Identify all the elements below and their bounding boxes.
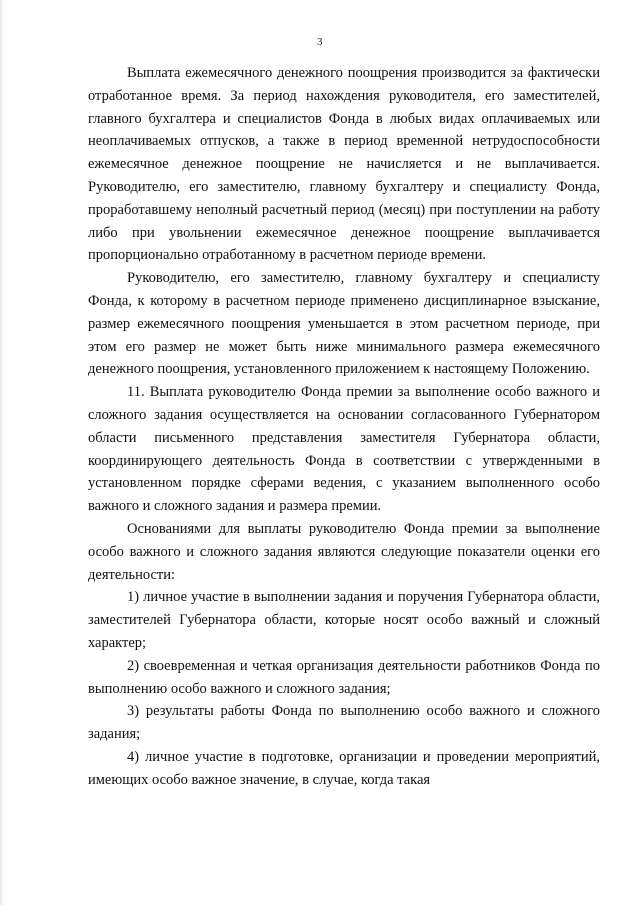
paragraph-monthly-bonus-payment: Выплата ежемесячного денежного поощрения производится за фактически отработанное время. За период нахождения руководителя, его заместителей, главного бухгалтера и специалистов Фонда в любых видах оплачиваемых или неоплачиваемых отпусков, а также в период временной нетрудоспособности ежемесячное денежное поощрение не начисляется и не выплачивается. Руководителю, его заместителю, главному бухгалтеру и специалисту Фонда, проработавшему неполный расчетный период (месяц) при поступлении на работу либо при увольнении ежемесячное денежное поощрение выплачивается пропорционально отработанному в расчетном периоде времени. — [88, 65, 600, 264]
document-body — [88, 62, 600, 792]
list-item-2: 2) своевременная и четкая организация деятельности работников Фонда по выполнению особо важного и сложного задания; — [88, 657, 600, 697]
paragraph-clause-11: 11. Выплата руководителю Фонда премии за выполнение особо важного и сложного задания осуществляется на основании согласованного Губернатором области письменного представления заместителя Губернатора области, координирующего деятельность Фонда в соответствии с утвержденными в установленном порядке сферами ведения, с указанием выполненного особо важного и сложного задания и размера премии. — [88, 384, 600, 515]
list-item-4: 4) личное участие в подготовке, организации и проведении мероприятий, имеющих особо важное значение, в случае, когда такая — [88, 748, 600, 788]
scan-edge — [0, 0, 4, 905]
list-item-1: 1) личное участие в выполнении задания и поручения Губернатора области, заместителей Губернатора области, которые носят особо важный и сложный характер; — [88, 589, 600, 651]
paragraph-disciplinary-reduction: Руководителю, его заместителю, главному бухгалтеру и специалисту Фонда, к которому в расчетном периоде применено дисциплинарное взыскание, размер ежемесячного поощрения уменьшается в этом расчетном периоде, при этом его размер не может быть ниже минимального размера ежемесячного денежного поощрения, установленного приложением к настоящему Положению. — [88, 270, 600, 378]
list-item-3: 3) результаты работы Фонда по выполнению особо важного и сложного задания; — [88, 703, 600, 743]
page-number: 3 — [317, 36, 323, 48]
paragraph-bonus-grounds: Основаниями для выплаты руководителю Фонда премии за выполнение особо важного и сложного задания являются следующие показатели оценки его деятельности: — [88, 520, 600, 583]
